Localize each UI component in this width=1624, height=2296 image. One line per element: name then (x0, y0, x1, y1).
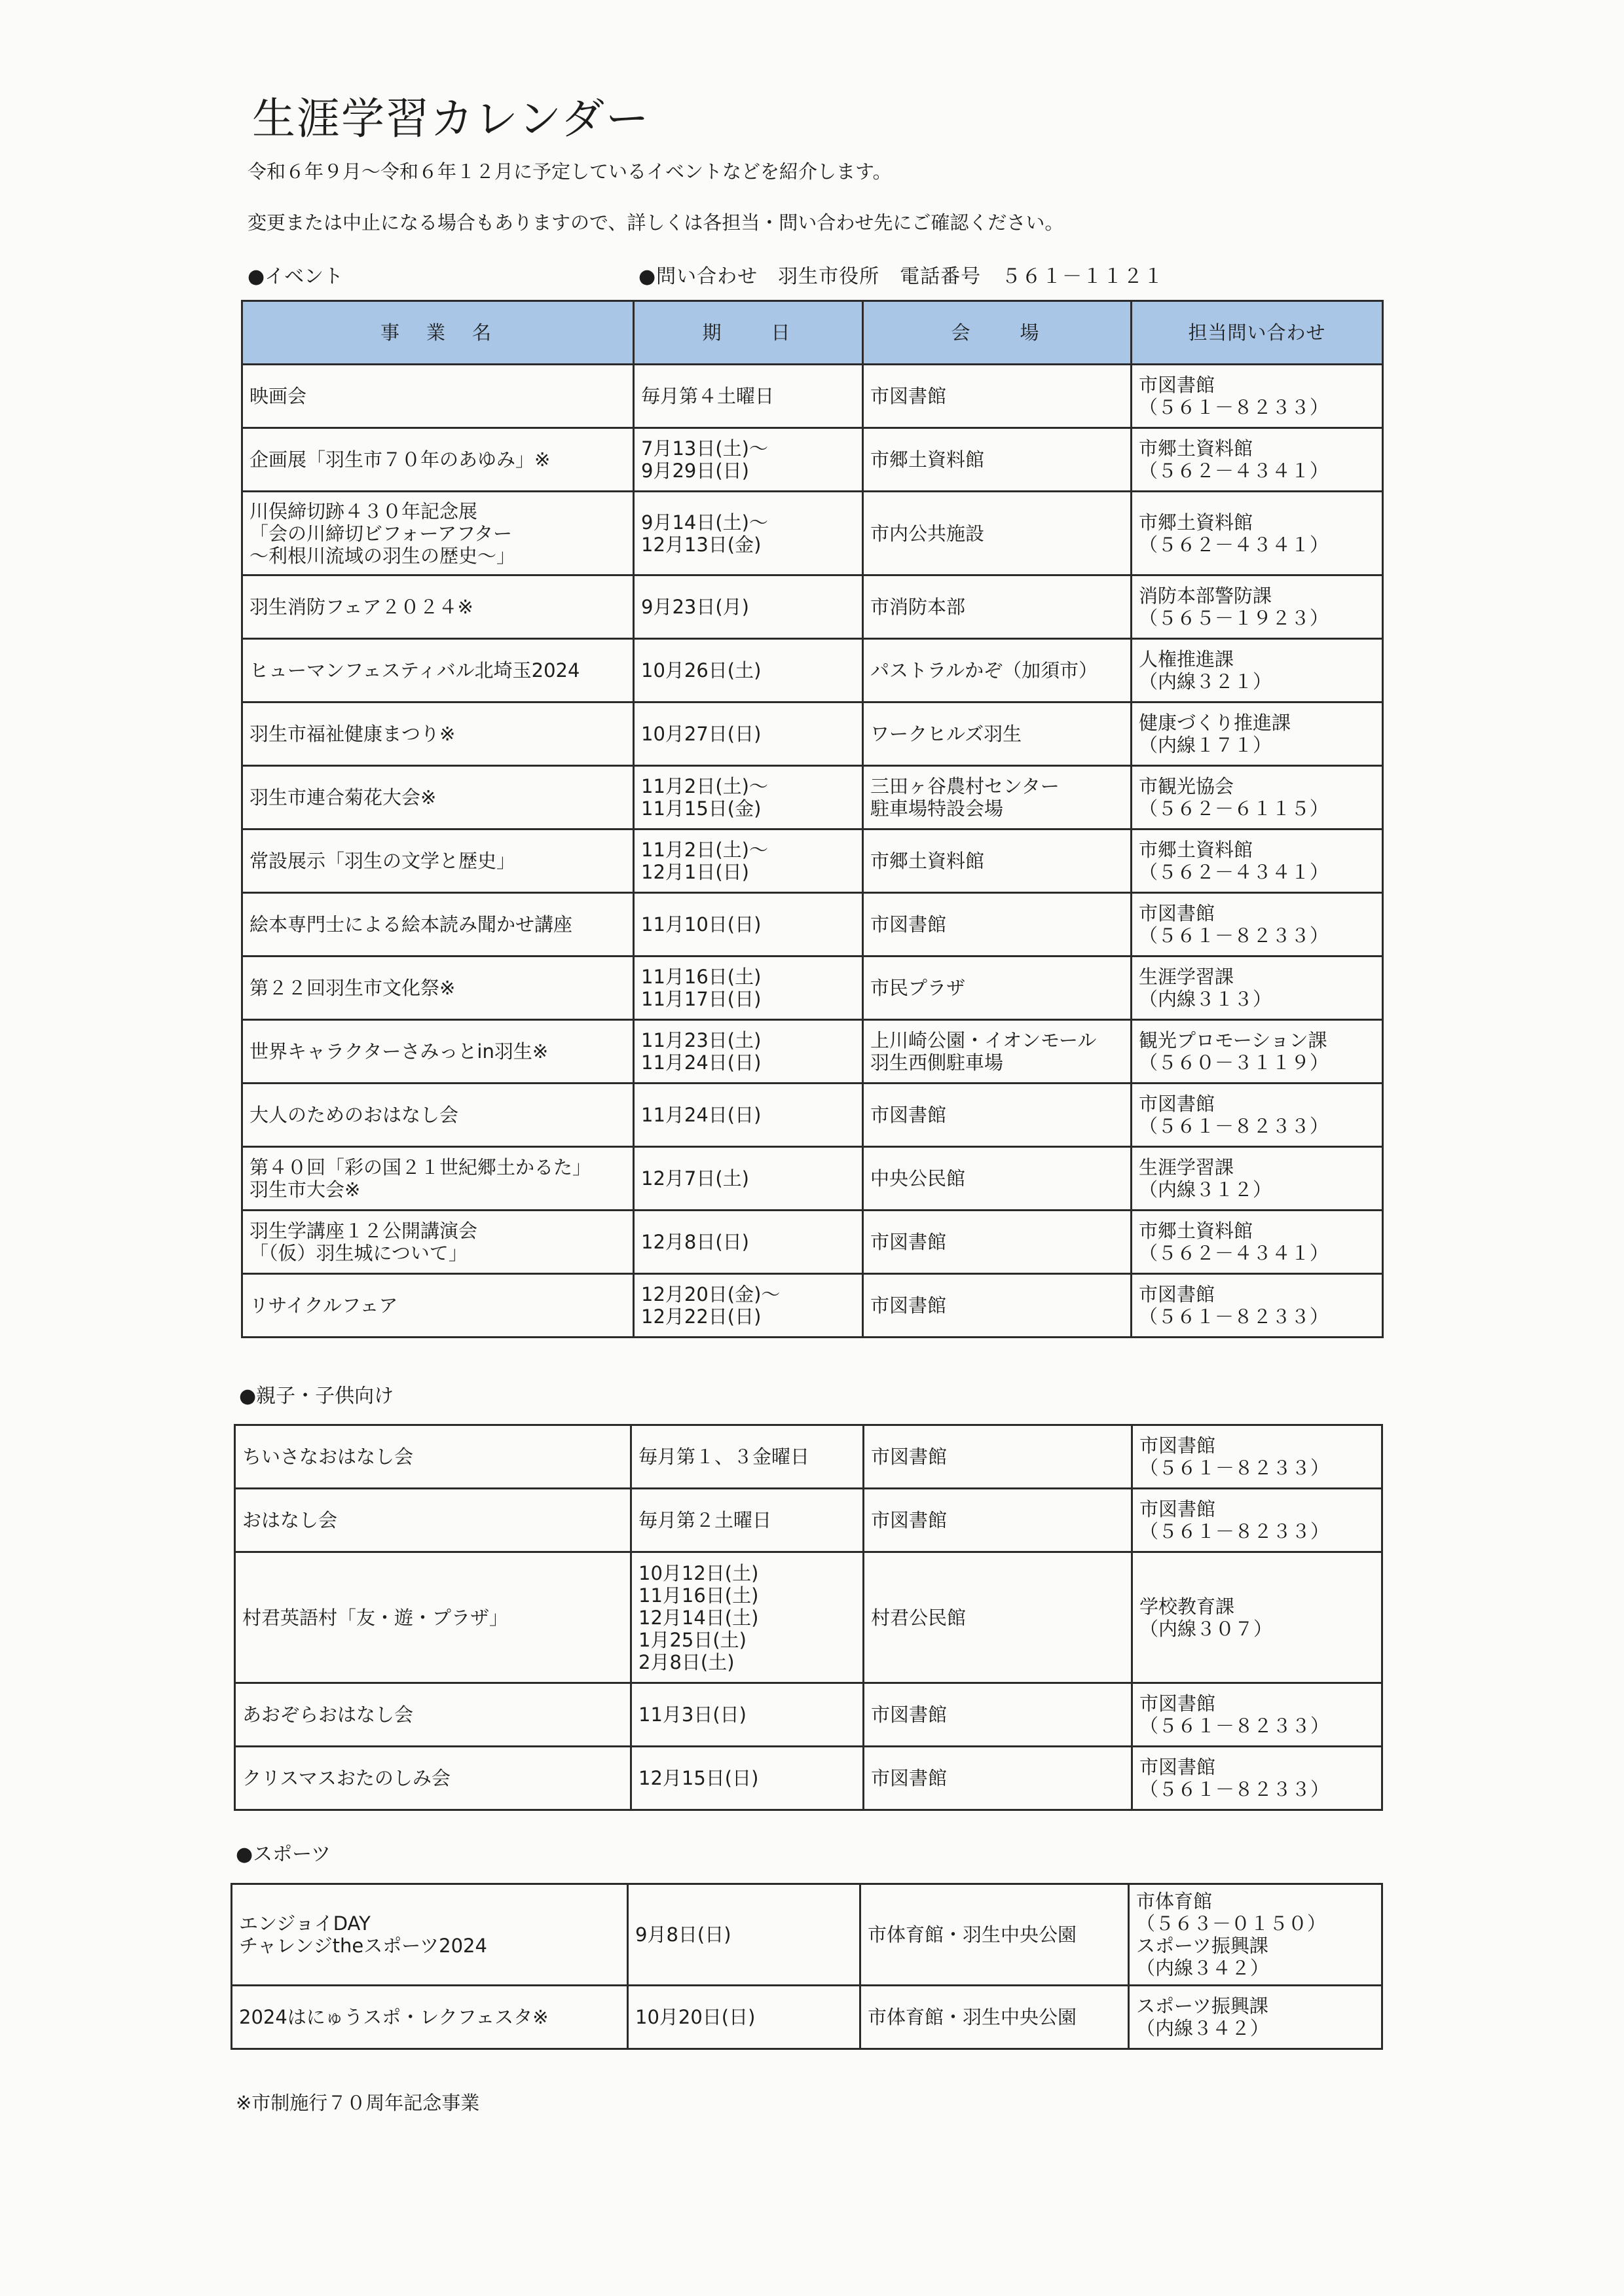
date-cell (631, 1552, 864, 1683)
date-cell (631, 1683, 864, 1747)
kids-table (234, 1424, 1383, 1811)
table-row (242, 639, 1383, 702)
table-row (242, 365, 1383, 428)
venue-cell (863, 365, 1132, 428)
contact-cell (1132, 1425, 1382, 1489)
cell-text: 市郷土資料館 （５６２－４３４１） (1139, 511, 1329, 556)
table-row (242, 1147, 1383, 1211)
contact-cell (1132, 639, 1383, 702)
cell-text: 第４０回「彩の国２１世紀郷土かるた」 羽生市大会※ (249, 1156, 592, 1201)
contact-cell (1132, 829, 1383, 893)
cell-text: スポーツ振興課 （内線３４２） (1136, 1995, 1270, 2039)
date-cell (634, 639, 863, 702)
cell-text: パストラルかぞ（加須市） (870, 659, 1098, 682)
venue-cell (863, 829, 1132, 893)
event-name-cell (242, 766, 634, 829)
cell-text: 12月15日(日) (638, 1767, 759, 1789)
contact-cell (1132, 1147, 1383, 1211)
cell-text: 企画展「羽生市７０年のあゆみ」※ (249, 448, 551, 471)
cell-text: 9月8日(日) (635, 1923, 731, 1946)
event-name-cell (235, 1552, 631, 1683)
contact-cell (1132, 1747, 1382, 1810)
cell-text: 市図書館 (870, 385, 947, 407)
cell-text: 市図書館 （５６１－８２３３） (1139, 1692, 1330, 1737)
events-table-body (242, 365, 1383, 1338)
cell-text: 11月3日(日) (638, 1704, 747, 1726)
cell-text: 大人のためのおはなし会 (249, 1104, 459, 1126)
contact-cell (1132, 702, 1383, 766)
header-event-name: 事 業 名 (242, 301, 634, 365)
contact-cell (1132, 1489, 1382, 1552)
cell-text: リサイクルフェア (249, 1294, 398, 1317)
event-name-cell (232, 1884, 628, 1986)
contact-cell (1129, 1986, 1382, 2049)
cell-text: 市図書館 （５６１－８２３３） (1139, 1434, 1330, 1479)
cell-text: 市図書館 (870, 1104, 947, 1126)
date-cell (634, 893, 863, 957)
event-name-cell (235, 1683, 631, 1747)
cell-text: 市消防本部 (870, 596, 966, 618)
venue-cell (860, 1884, 1129, 1986)
cell-text: 10月27日(日) (641, 723, 762, 745)
cell-text: 市図書館 (871, 1704, 948, 1726)
contact-info: ●問い合わせ 羽生市役所 電話番号 ５６１－１１２１ (638, 265, 1164, 288)
contact-cell (1132, 575, 1383, 639)
venue-cell (864, 1489, 1132, 1552)
cell-text: 生涯学習課 （内線３１２） (1139, 1156, 1272, 1201)
cell-text: 9月14日(土)～ 12月13日(金) (641, 511, 768, 556)
cell-text: 7月13日(土)～ 9月29日(日) (641, 437, 768, 482)
cell-text: 消防本部警防課 （５６５－１９２３） (1139, 585, 1329, 629)
venue-cell (864, 1747, 1132, 1810)
cell-text: 村君英語村「友・遊・プラザ」 (242, 1606, 509, 1629)
date-cell (634, 957, 863, 1020)
notice-text: 変更または中止になる場合もありますので、詳しくは各担当・問い合わせ先にご確認ください。 (248, 211, 1064, 234)
table-row (242, 1020, 1383, 1084)
cell-text: 毎月第２土曜日 (638, 1509, 772, 1531)
sports-table (231, 1883, 1383, 2050)
table-row (242, 1274, 1383, 1338)
cell-text: 市体育館・羽生中央公園 (868, 2006, 1077, 2028)
event-name-cell (242, 1211, 634, 1274)
header-venue: 会 場 (863, 301, 1132, 365)
cell-text: 羽生学講座１２公開講演会 「（仮）羽生城について」 (249, 1220, 478, 1264)
venue-cell (863, 575, 1132, 639)
date-cell (634, 1274, 863, 1338)
cell-text: 健康づくり推進課 （内線１７１） (1139, 712, 1291, 756)
venue-cell (863, 1274, 1132, 1338)
event-name-cell (235, 1489, 631, 1552)
intro-text: 令和６年９月～令和６年１２月に予定しているイベントなどを紹介します。 (248, 160, 892, 183)
venue-cell (863, 702, 1132, 766)
contact-cell (1132, 1020, 1383, 1084)
date-cell (634, 1211, 863, 1274)
table-row (242, 702, 1383, 766)
header-contact: 担当問い合わせ (1132, 301, 1383, 365)
kids-table-body (235, 1425, 1382, 1810)
section-heading-events: ●イベント (248, 265, 344, 288)
contact-cell (1129, 1884, 1382, 1986)
cell-text: 市体育館 （５６３－０１５０） スポーツ振興課 （内線３４２） (1136, 1890, 1327, 1979)
date-cell (634, 766, 863, 829)
event-name-cell (242, 639, 634, 702)
cell-text: ちいさなおはなし会 (242, 1446, 414, 1468)
section-heading-kids: ●親子・子供向け (239, 1385, 394, 1408)
contact-cell (1132, 1683, 1382, 1747)
date-cell (634, 492, 863, 575)
cell-text: 市図書館 (870, 913, 947, 936)
cell-text: 10月12日(土) 11月16日(土) 12月14日(土) 1月25日(土) 2月8日(土) (638, 1561, 759, 1673)
venue-cell (864, 1425, 1132, 1489)
table-row (232, 1986, 1382, 2049)
cell-text: 市郷土資料館 （５６２－４３４１） (1139, 437, 1329, 482)
date-cell (631, 1425, 864, 1489)
cell-text: 三田ヶ谷農村センター 駐車場特設会場 (870, 775, 1060, 820)
table-header-row (242, 301, 1383, 365)
venue-cell (864, 1683, 1132, 1747)
footnote: ※市制施行７０周年記念事業 (236, 2092, 480, 2114)
cell-text: 10月26日(土) (641, 659, 762, 682)
cell-text: 9月23日(月) (641, 596, 749, 618)
cell-text: 2024はにゅうスポ・レクフェスタ※ (239, 2006, 549, 2028)
date-cell (634, 365, 863, 428)
event-name-cell (242, 428, 634, 492)
event-name-cell (242, 1274, 634, 1338)
event-name-cell (242, 829, 634, 893)
event-name-cell (242, 1020, 634, 1084)
event-name-cell (242, 365, 634, 428)
cell-text: 市観光協会 （５６２－６１１５） (1139, 775, 1329, 820)
cell-text: 市郷土資料館 （５６２－４３４１） (1139, 839, 1329, 883)
cell-text: 村君公民館 (871, 1606, 967, 1629)
table-row (242, 575, 1383, 639)
events-table (241, 300, 1384, 1338)
page-title: 生涯学習カレンダー (252, 94, 650, 144)
event-name-cell (242, 1084, 634, 1147)
table-row (235, 1683, 1382, 1747)
date-cell (634, 428, 863, 492)
date-cell (628, 1986, 860, 2049)
cell-text: 11月24日(日) (641, 1104, 762, 1126)
venue-cell (863, 957, 1132, 1020)
cell-text: 中央公民館 (870, 1167, 966, 1190)
contact-cell (1132, 766, 1383, 829)
cell-text: クリスマスおたのしみ会 (242, 1767, 451, 1789)
cell-text: 常設展示「羽生の文学と歴史」 (249, 850, 516, 872)
venue-cell (863, 639, 1132, 702)
sports-table-body (232, 1884, 1382, 2049)
cell-text: 11月2日(土)～ 12月1日(日) (641, 839, 768, 883)
date-cell (634, 702, 863, 766)
cell-text: 市郷土資料館 (870, 448, 985, 471)
cell-text: 市図書館 (870, 1231, 947, 1253)
cell-text: 川俣締切跡４３０年記念展 「会の川締切ビフォーアフター ～利根川流域の羽生の歴史～」 (249, 500, 516, 567)
cell-text: 市図書館 (871, 1767, 948, 1789)
cell-text: 毎月第１、３金曜日 (638, 1446, 810, 1468)
cell-text: 上川崎公園・イオンモール 羽生西側駐車場 (870, 1029, 1097, 1074)
event-name-cell (242, 1147, 634, 1211)
cell-text: 市内公共施設 (870, 522, 985, 545)
table-row (242, 957, 1383, 1020)
table-row (242, 492, 1383, 575)
venue-cell (863, 766, 1132, 829)
table-row (235, 1425, 1382, 1489)
cell-text: 世界キャラクターさみっとin羽生※ (249, 1040, 549, 1063)
cell-text: 市図書館 （５６１－８２３３） (1139, 902, 1329, 947)
contact-cell (1132, 957, 1383, 1020)
contact-cell (1132, 428, 1383, 492)
table-row (242, 893, 1383, 957)
cell-text: 羽生市福祉健康まつり※ (249, 723, 456, 745)
cell-text: 羽生消防フェア２０２４※ (249, 596, 473, 618)
event-name-cell (242, 893, 634, 957)
venue-cell (863, 1147, 1132, 1211)
cell-text: 市図書館 （５６１－８２３３） (1139, 1283, 1329, 1328)
cell-text: 第２２回羽生市文化祭※ (249, 977, 456, 999)
contact-cell (1132, 365, 1383, 428)
cell-text: 市体育館・羽生中央公園 (868, 1923, 1077, 1946)
cell-text: エンジョイDAY チャレンジtheスポーツ2024 (239, 1912, 487, 1957)
cell-text: 羽生市連合菊花大会※ (249, 786, 437, 809)
cell-text: 11月23日(土) 11月24日(日) (641, 1029, 762, 1074)
cell-text: あおぞらおはなし会 (242, 1704, 414, 1726)
table-row (242, 1084, 1383, 1147)
table-row (242, 829, 1383, 893)
cell-text: 11月2日(土)～ 11月15日(金) (641, 775, 768, 820)
event-name-cell (235, 1747, 631, 1810)
cell-text: 映画会 (249, 385, 307, 407)
cell-text: 12月7日(土) (641, 1167, 749, 1190)
cell-text: 10月20日(日) (635, 2006, 756, 2028)
date-cell (631, 1747, 864, 1810)
contact-cell (1132, 492, 1383, 575)
date-cell (631, 1489, 864, 1552)
venue-cell (864, 1552, 1132, 1683)
venue-cell (863, 1084, 1132, 1147)
header-date: 期 日 (634, 301, 863, 365)
date-cell (634, 1147, 863, 1211)
event-name-cell (242, 575, 634, 639)
date-cell (628, 1884, 860, 1986)
cell-text: 市郷土資料館 (870, 850, 985, 872)
table-row (235, 1489, 1382, 1552)
venue-cell (863, 492, 1132, 575)
cell-text: 観光プロモーション課 （５６０－３１１９） (1139, 1029, 1329, 1074)
table-row (242, 766, 1383, 829)
cell-text: 市図書館 （５６１－８２３３） (1139, 1093, 1329, 1137)
venue-cell (863, 428, 1132, 492)
contact-cell (1132, 893, 1383, 957)
table-row (235, 1747, 1382, 1810)
table-row (235, 1552, 1382, 1683)
cell-text: 12月8日(日) (641, 1231, 749, 1253)
venue-cell (863, 1211, 1132, 1274)
date-cell (634, 829, 863, 893)
table-row (242, 428, 1383, 492)
contact-cell (1132, 1084, 1383, 1147)
venue-cell (860, 1986, 1129, 2049)
cell-text: 学校教育課 （内線３０７） (1139, 1595, 1273, 1640)
cell-text: 市図書館 （５６１－８２３３） (1139, 1756, 1330, 1800)
contact-cell (1132, 1211, 1383, 1274)
cell-text: 市図書館 （５６１－８２３３） (1139, 1498, 1330, 1542)
cell-text: 11月10日(日) (641, 913, 762, 936)
contact-cell (1132, 1274, 1383, 1338)
cell-text: 市図書館 (871, 1509, 948, 1531)
cell-text: 市郷土資料館 （５６２－４３４１） (1139, 1220, 1329, 1264)
date-cell (634, 1020, 863, 1084)
date-cell (634, 575, 863, 639)
cell-text: 市図書館 （５６１－８２３３） (1139, 374, 1329, 418)
table-row (232, 1884, 1382, 1986)
event-name-cell (242, 957, 634, 1020)
cell-text: ヒューマンフェスティバル北埼玉2024 (249, 659, 580, 682)
cell-text: 人権推進課 （内線３２１） (1139, 648, 1272, 693)
contact-cell (1132, 1552, 1382, 1683)
cell-text: 12月20日(金)～ 12月22日(日) (641, 1283, 781, 1328)
section-heading-sports: ●スポーツ (236, 1843, 331, 1866)
venue-cell (863, 893, 1132, 957)
event-name-cell (242, 702, 634, 766)
event-name-cell (235, 1425, 631, 1489)
table-row (242, 1211, 1383, 1274)
cell-text: ワークヒルズ羽生 (870, 723, 1022, 745)
cell-text: 11月16日(土) 11月17日(日) (641, 966, 762, 1010)
cell-text: 生涯学習課 （内線３１３） (1139, 966, 1272, 1010)
event-name-cell (232, 1986, 628, 2049)
event-name-cell (242, 492, 634, 575)
date-cell (634, 1084, 863, 1147)
cell-text: 市図書館 (871, 1446, 948, 1468)
cell-text: 市民プラザ (870, 977, 966, 999)
cell-text: 毎月第４土曜日 (641, 385, 775, 407)
cell-text: 市図書館 (870, 1294, 947, 1317)
cell-text: 絵本専門士による絵本読み聞かせ講座 (249, 913, 573, 936)
venue-cell (863, 1020, 1132, 1084)
cell-text: おはなし会 (242, 1509, 338, 1531)
